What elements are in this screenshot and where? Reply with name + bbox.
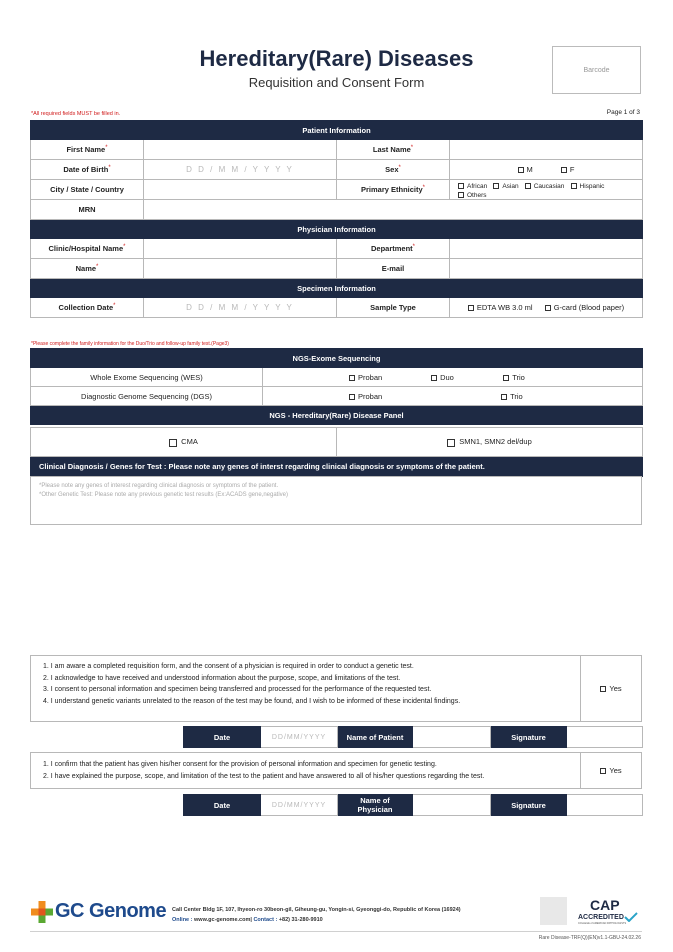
mrn-label: MRN [31,200,144,220]
physician-signature-label: Signature [491,795,567,816]
ethnicity-checkbox[interactable] [458,192,464,198]
dob-label: Date of Birth* [31,160,144,180]
footer-divider [30,931,642,932]
dgs-proban-checkbox[interactable] [349,394,355,400]
consent-item: 2. I acknowledge to have received and understood information about the purpose, scope, and limitations of the test. [43,674,401,682]
wes-options [263,368,643,387]
smn-label: SMN1, SMN2 del/dup [459,437,532,447]
dgs-trio-label: Trio [510,391,523,401]
city-label: City / State / Country [31,180,144,200]
patient-yes-checkbox[interactable] [600,686,606,692]
dgs-trio-checkbox[interactable] [501,394,507,400]
ethnicity-checkbox[interactable] [571,183,577,189]
physician-signature-row [183,794,643,816]
physician-yes-label: Yes [609,766,622,775]
physician-name-field[interactable] [413,795,491,816]
physician-date-field[interactable]: DD/MM/YYYY [261,795,338,816]
wes-trio-checkbox[interactable] [503,375,509,381]
physician-name-label: Name of Physician [338,795,413,816]
clinic-field[interactable] [144,239,337,259]
gcard-checkbox[interactable] [545,305,551,311]
dob-field[interactable]: D D / M M / Y Y Y Y [144,160,337,180]
ngs-exome-table [30,348,643,425]
sex-f-label: F [569,165,575,174]
patient-date-label: Date [184,727,261,748]
ngs-panel-table [30,427,643,477]
consent-item: 2. I have explained the purpose, scope, and limitation of the test to the patient and have answered to all of his/her questions regarding the test. [43,772,485,780]
ngs-panel-header: NGS - Hereditary(Rare) Disease Panel [31,406,643,425]
cap-accredited-logo [578,898,638,925]
patient-date-field[interactable]: DD/MM/YYYY [261,727,338,748]
ethnicity-option: Caucasian [533,182,565,190]
cma-label: CMA [181,437,198,447]
patient-name-label: Name of Patient [338,727,413,748]
ethnicity-option: Hispanic [579,182,605,190]
first-name-label: First Name* [31,140,144,160]
dgs-proban-label: Proban [358,391,383,401]
specimen-info-header: Specimen Information [31,279,643,298]
clinic-label: Clinic/Hospital Name* [31,239,144,259]
physician-consent-box [30,752,642,789]
wes-proban-checkbox[interactable] [349,375,355,381]
contact-number: +82) 31-280-9910 [278,917,323,923]
consent-item: 3. I consent to personal information and specimen being transferred and processed for the performance of the requested test. [43,686,432,693]
patient-name-field[interactable] [413,727,491,748]
patient-consent-list [31,656,580,721]
physician-name-label: Name* [31,259,144,279]
patient-consent-yes [580,656,641,721]
patient-signature-row [183,726,643,748]
patient-info-header: Patient Information [31,121,643,140]
patient-signature-label: Signature [491,727,567,748]
footer-address: Call Center Bldg 1F, 107, Ihyeon-ro 30beon-gil, Giheung-gu, Yongin-si, Gyeonggi-do, Republic of Korea (16924) Online : www.gc-genome.com| Contact : +82) 31-280-9910 [172,907,461,923]
wes-duo-checkbox[interactable] [431,375,437,381]
gc-genome-logo-icon [31,901,53,923]
first-name-field[interactable] [144,140,337,160]
email-label: E-mail [337,259,450,279]
online-label: Online : [172,917,193,923]
form-title: Hereditary(Rare) Diseases [199,46,474,71]
required-note: *All required fields MUST be filled in. [31,111,121,117]
family-note: *Please complete the family information for the Duo/Trio and follow-up family test.(Page3) [31,341,229,347]
dgs-label: Diagnostic Genome Sequencing (DGS) [31,387,263,406]
patient-consent-box [30,655,642,722]
physician-info-header: Physician Information [31,220,643,239]
clinical-note-genes: *Please note any genes of interest regarding clinical diagnosis or symptoms of the patient. [39,483,279,489]
last-name-label: Last Name* [337,140,450,160]
patient-info-table [30,120,643,318]
collection-date-field[interactable]: D D / M M / Y Y Y Y [144,298,337,318]
ethnicity-checkbox[interactable] [493,183,499,189]
cap-small-text: COLLEGE of AMERICAN PATHOLOGISTS [578,922,627,925]
email-field[interactable] [450,259,643,279]
footer-grey-box [540,897,567,925]
edta-checkbox[interactable] [468,305,474,311]
collection-date-label: Collection Date* [31,298,144,318]
cap-accredited-text: ACCREDITED [578,913,624,921]
consent-item: 1. I confirm that the patient has given his/her consent for the provision of personal information and specimen for genetic testing. [43,761,437,768]
form-code: Rare Disease-TRF(Q)(EN)v1.1-GBU-24.02.26 [538,935,641,941]
cap-text: CAP [590,897,620,913]
ethnicity-options [450,180,643,200]
contact-label: Contact : [253,917,278,923]
clinical-diagnosis-header: Clinical Diagnosis / Genes for Test : Please note any genes of interst regarding clinical diagnosis or symptoms of the patient. [31,457,643,477]
mrn-field[interactable] [144,200,643,220]
department-field[interactable] [450,239,643,259]
cma-option [31,428,337,457]
consent-item: 4. I understand genetic variants unrelated to the reason of the test may be found, and I wish to be informed of these incidental findings. [43,697,461,705]
page-indicator: Page 1 of 3 [606,109,640,116]
ethnicity-option: Asian [502,182,519,190]
consent-item: 1. I am aware a completed requisition form, and the consent of a physician is required in order to conduct a genetic test. [43,663,414,670]
wes-proban-label: Proban [358,372,383,382]
edta-label: EDTA WB 3.0 ml [476,303,533,312]
cma-checkbox[interactable] [169,439,177,447]
ethnicity-option: Others [467,191,487,199]
ethnicity-checkbox[interactable] [525,183,531,189]
clinical-diagnosis-box[interactable] [30,476,642,525]
physician-date-label: Date [184,795,261,816]
gc-genome-logo-text: GC Genome [55,900,167,922]
physician-yes-checkbox[interactable] [600,768,606,774]
city-field[interactable] [144,180,337,200]
physician-consent-yes [580,753,641,788]
sex-field [450,160,643,180]
patient-signature-field[interactable] [567,727,643,748]
sex-label: Sex* [337,160,450,180]
website-link[interactable]: www.gc-genome.com [194,917,251,923]
form-subtitle: Requisition and Consent Form [248,75,425,90]
sample-type-label: Sample Type [337,298,450,318]
wes-label: Whole Exome Sequencing (WES) [31,368,263,387]
barcode-label: Barcode [583,66,610,74]
gcard-label: G-card (Blood paper) [553,303,625,312]
ethnicity-checkbox[interactable] [458,183,464,189]
sex-f-checkbox[interactable] [561,167,567,173]
ethnicity-label: Primary Ethnicity* [337,180,450,200]
smn-option [337,428,643,457]
sex-m-checkbox[interactable] [518,167,524,173]
wes-duo-label: Duo [440,372,454,382]
barcode-box [552,46,641,94]
address-text: Bldg 1F, 107, Ihyeon-ro 30beon-gil, Giheung-gu, Yongin-si, Gyeonggi-do, Republic of Korea (16924) [202,907,461,913]
department-label: Department* [337,239,450,259]
ethnicity-option: African [467,182,488,190]
sample-type-options [450,298,643,318]
wes-trio-label: Trio [512,372,525,382]
address-label: Call Center [172,907,202,913]
physician-consent-list [31,753,580,788]
smn-checkbox[interactable] [447,439,455,447]
ngs-exome-header: NGS-Exome Sequencing [31,349,643,368]
physician-name-field[interactable] [144,259,337,279]
physician-signature-field[interactable] [567,795,643,816]
dgs-options [263,387,643,406]
sex-m-label: M [526,165,533,174]
clinical-note-other: *Other Genetic Test: Please note any previous genetic test results (Ex:ACADS gene,negative) [39,492,289,498]
patient-yes-label: Yes [609,684,622,693]
last-name-field[interactable] [450,140,643,160]
checkmark-icon [624,912,638,922]
